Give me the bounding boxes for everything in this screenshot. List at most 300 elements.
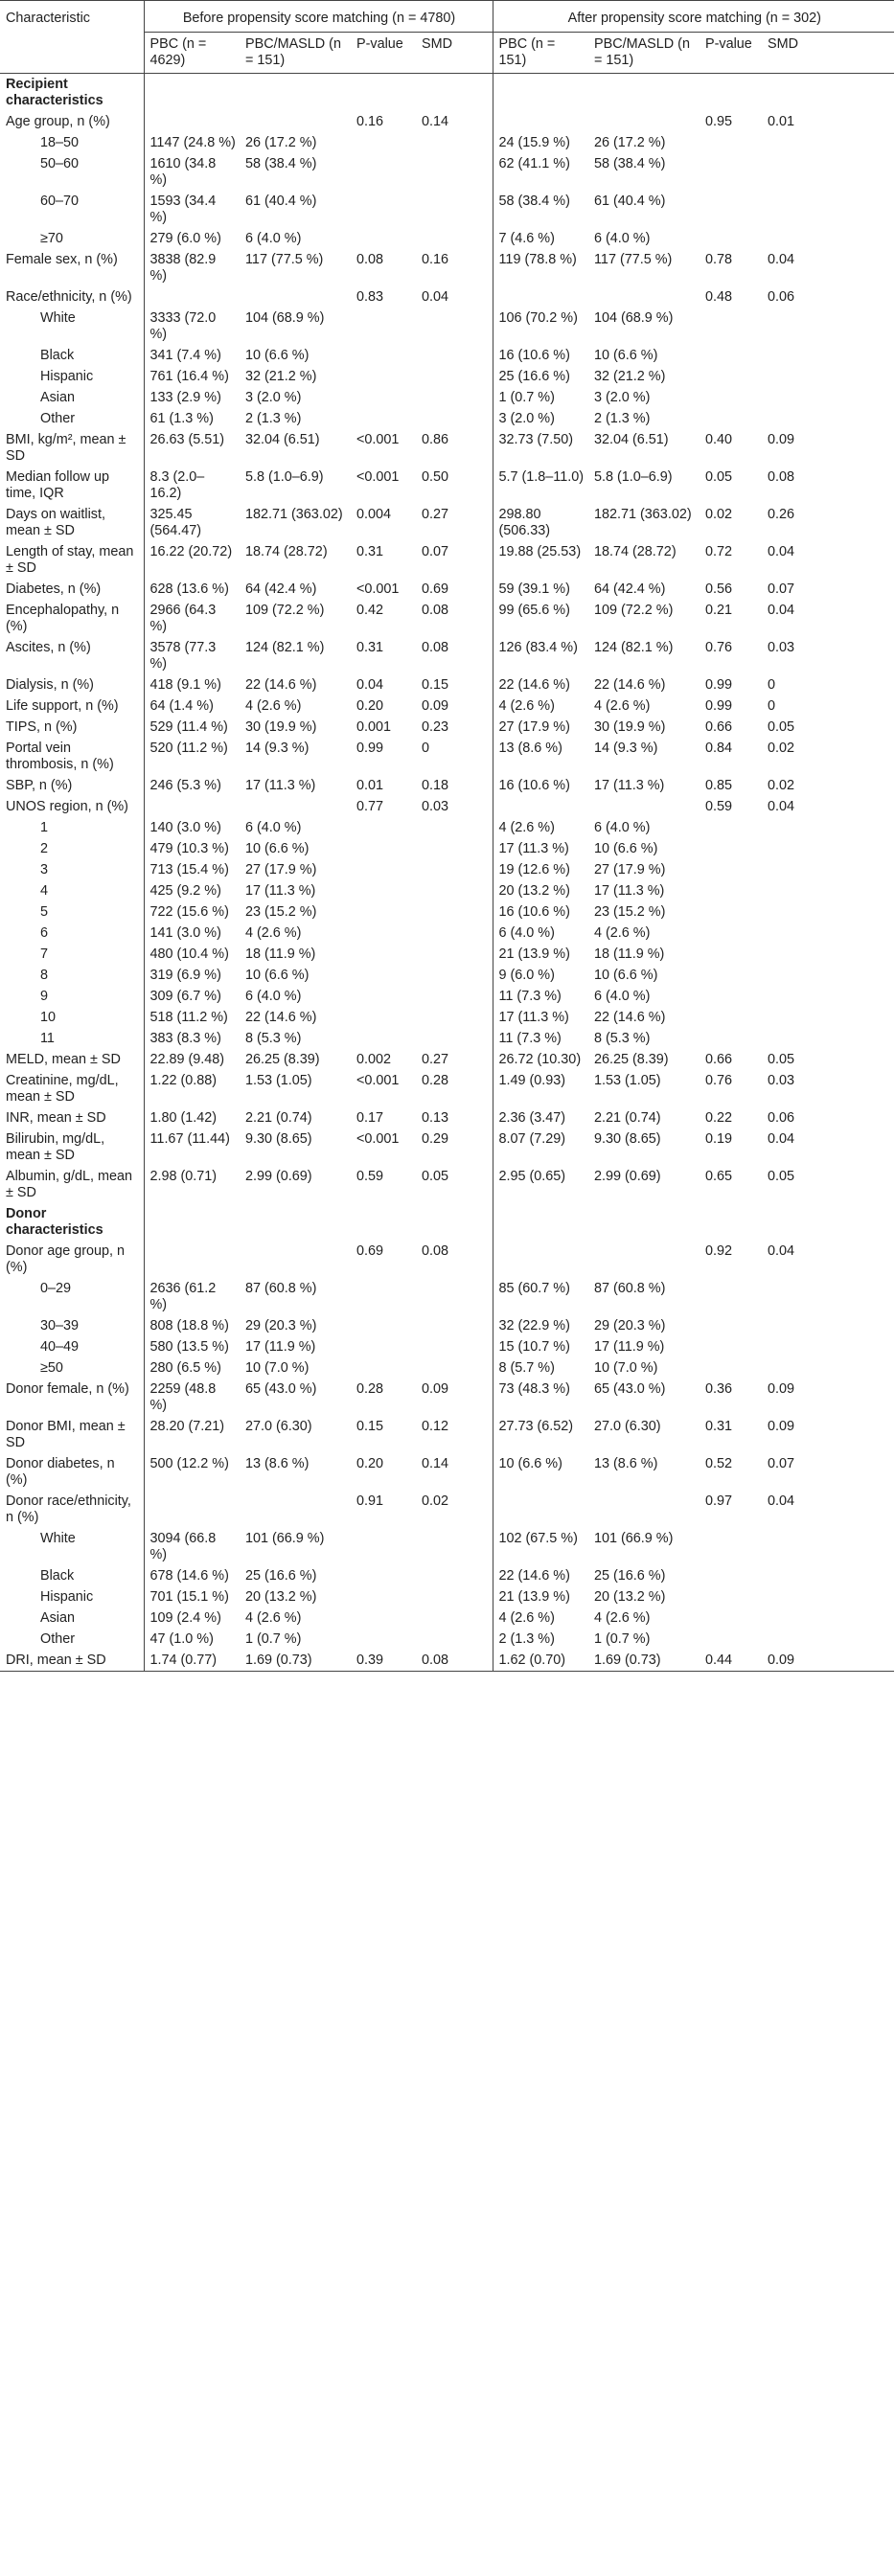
table-row bbox=[0, 901, 894, 923]
row-label: Length of stay, mean ± SD bbox=[0, 541, 144, 579]
table-cell bbox=[351, 859, 416, 880]
table-cell bbox=[416, 1203, 493, 1241]
table-cell: 18 (11.9 %) bbox=[594, 946, 665, 962]
table-cell: 2966 (64.3 %) bbox=[149, 603, 217, 634]
table-cell: 117 (77.5 %) bbox=[594, 252, 673, 267]
row-label: Life support, n (%) bbox=[0, 695, 144, 717]
table-cell bbox=[762, 1007, 894, 1028]
row-label: Bilirubin, mg/dL, mean ± SD bbox=[0, 1128, 144, 1166]
table-cell: 0.15 bbox=[416, 674, 493, 695]
table-row bbox=[0, 600, 894, 637]
table-cell: 10 (6.6 %) bbox=[245, 841, 310, 856]
table-row bbox=[0, 1586, 894, 1607]
table-cell bbox=[762, 1028, 894, 1049]
table-row bbox=[0, 637, 894, 674]
table-cell: 21 (13.9 %) bbox=[498, 946, 570, 962]
table-cell: 518 (11.2 %) bbox=[149, 1010, 228, 1025]
row-label: 60–70 bbox=[0, 191, 144, 228]
table-cell bbox=[700, 1336, 762, 1357]
table-cell bbox=[493, 74, 588, 112]
table-cell: 3838 (82.9 %) bbox=[149, 252, 217, 284]
table-cell: 3 (2.0 %) bbox=[498, 411, 555, 426]
table-cell: 11 (7.3 %) bbox=[498, 1031, 562, 1046]
table-cell bbox=[762, 132, 894, 153]
table-cell bbox=[351, 1315, 416, 1336]
table-cell: 15 (10.7 %) bbox=[498, 1339, 570, 1355]
table-cell: 8 (5.3 %) bbox=[594, 1031, 651, 1046]
row-label: Portal vein thrombosis, n (%) bbox=[0, 738, 144, 775]
table-cell bbox=[700, 880, 762, 901]
table-cell bbox=[240, 74, 351, 112]
table-cell: 18.74 (28.72) bbox=[594, 544, 677, 559]
table-cell: 61 (40.4 %) bbox=[245, 194, 317, 209]
table-cell bbox=[762, 366, 894, 387]
table-cell: 17 (11.3 %) bbox=[245, 778, 316, 793]
table-cell bbox=[762, 191, 894, 228]
table-cell bbox=[240, 1241, 351, 1278]
table-cell bbox=[700, 1586, 762, 1607]
table-row bbox=[0, 965, 894, 986]
row-label: Median follow up time, IQR bbox=[0, 467, 144, 504]
table-cell: 32.04 (6.51) bbox=[245, 432, 320, 447]
table-cell: 140 (3.0 %) bbox=[149, 820, 221, 835]
table-cell bbox=[351, 408, 416, 429]
table-cell: 246 (5.3 %) bbox=[149, 778, 221, 793]
table-cell bbox=[351, 965, 416, 986]
table-cell bbox=[493, 286, 588, 308]
table-cell: 109 (72.2 %) bbox=[245, 603, 325, 618]
table-cell: 29 (20.3 %) bbox=[245, 1318, 317, 1334]
table-cell: 0.27 bbox=[416, 1049, 493, 1070]
table-cell: 2.99 (0.69) bbox=[245, 1169, 312, 1184]
table-cell: 22.89 (9.48) bbox=[149, 1052, 225, 1067]
table-cell: 0.01 bbox=[768, 114, 795, 129]
table-cell bbox=[351, 1007, 416, 1028]
table-cell: 0.66 bbox=[705, 719, 733, 735]
table-cell: 9.30 (8.65) bbox=[245, 1131, 312, 1147]
table-cell: 6 (4.0 %) bbox=[245, 820, 302, 835]
table-cell: 2.95 (0.65) bbox=[498, 1169, 566, 1184]
table-cell: 0.39 bbox=[351, 1650, 416, 1672]
table-cell: 0.13 bbox=[416, 1107, 493, 1128]
table-cell bbox=[351, 1586, 416, 1607]
table-cell: 0.04 bbox=[768, 1243, 795, 1259]
table-row bbox=[0, 838, 894, 859]
table-cell: 2 (1.3 %) bbox=[498, 1631, 555, 1647]
table-cell: 2 (1.3 %) bbox=[245, 411, 302, 426]
table-cell: 0.02 bbox=[416, 1491, 493, 1528]
table-cell: 5.8 (1.0–6.9) bbox=[594, 469, 673, 485]
table-cell: 298.80 (506.33) bbox=[498, 507, 551, 538]
table-cell bbox=[762, 1528, 894, 1565]
table-cell: 8.3 (2.0–16.2) bbox=[149, 469, 205, 501]
table-cell bbox=[700, 366, 762, 387]
row-label: Black bbox=[0, 345, 144, 366]
table-cell bbox=[351, 1028, 416, 1049]
table-cell: 1.69 (0.73) bbox=[240, 1650, 351, 1672]
table-cell: 0.78 bbox=[705, 252, 733, 267]
table-cell: 0.48 bbox=[705, 289, 733, 305]
table-cell: 0.86 bbox=[416, 429, 493, 467]
table-cell: 47 (1.0 %) bbox=[149, 1631, 214, 1647]
table-row bbox=[0, 1049, 894, 1070]
table-cell: 20 (13.2 %) bbox=[498, 883, 570, 899]
table-row bbox=[0, 1278, 894, 1315]
table-cell: 1 (0.7 %) bbox=[498, 390, 555, 405]
table-row bbox=[0, 717, 894, 738]
table-cell: 25 (16.6 %) bbox=[594, 1568, 666, 1584]
table-row bbox=[0, 1315, 894, 1336]
table-cell bbox=[700, 74, 762, 112]
row-label: ≥50 bbox=[0, 1357, 144, 1379]
table-cell: 10 (6.6 %) bbox=[594, 841, 658, 856]
table-cell bbox=[416, 859, 493, 880]
table-cell: 22 (14.6 %) bbox=[594, 1010, 666, 1025]
row-label: Days on waitlist, mean ± SD bbox=[0, 504, 144, 541]
table-cell bbox=[700, 859, 762, 880]
table-cell: 0.07 bbox=[416, 541, 493, 579]
row-label: Creatinine, mg/dL, mean ± SD bbox=[0, 1070, 144, 1107]
table-cell: 1.22 (0.88) bbox=[149, 1073, 218, 1088]
table-cell: 0.12 bbox=[416, 1416, 493, 1453]
table-cell: 0.31 bbox=[705, 1419, 733, 1434]
table-cell: 0.05 bbox=[768, 1169, 795, 1184]
table-cell: 133 (2.9 %) bbox=[149, 390, 221, 405]
table-cell: 520 (11.2 %) bbox=[149, 741, 228, 756]
table-body bbox=[0, 74, 894, 1672]
table-cell: 73 (48.3 %) bbox=[498, 1381, 570, 1397]
table-cell bbox=[240, 1203, 351, 1241]
table-cell bbox=[762, 817, 894, 838]
row-label: INR, mean ± SD bbox=[0, 1107, 144, 1128]
table-cell: 0.14 bbox=[416, 1453, 493, 1491]
table-cell: 23 (15.2 %) bbox=[245, 904, 317, 920]
table-cell bbox=[700, 132, 762, 153]
table-cell bbox=[416, 308, 493, 345]
table-cell bbox=[700, 944, 762, 965]
table-cell: 30 (19.9 %) bbox=[245, 719, 317, 735]
table-cell: 10 (6.6 %) bbox=[245, 348, 310, 363]
table-cell bbox=[700, 408, 762, 429]
table-cell: 0.05 bbox=[416, 1166, 493, 1203]
table-cell: 23 (15.2 %) bbox=[594, 904, 666, 920]
table-cell: <0.001 bbox=[356, 432, 400, 447]
table-cell: 4 (2.6 %) bbox=[594, 1610, 651, 1626]
table-cell: 7 (4.6 %) bbox=[498, 231, 555, 246]
table-cell: 628 (13.6 %) bbox=[149, 581, 229, 597]
row-label: 5 bbox=[0, 901, 144, 923]
table-cell bbox=[588, 1241, 700, 1278]
table-cell: 1147 (24.8 %) bbox=[149, 135, 236, 150]
table-cell: 0.92 bbox=[705, 1243, 733, 1259]
table-cell: 30 (19.9 %) bbox=[594, 719, 666, 735]
table-cell: 0.99 bbox=[705, 677, 733, 693]
table-cell: 0.08 bbox=[356, 252, 384, 267]
table-cell: 25 (16.6 %) bbox=[245, 1568, 317, 1584]
table-cell bbox=[588, 796, 700, 817]
table-row bbox=[0, 944, 894, 965]
table-cell: 2259 (48.8 %) bbox=[149, 1381, 217, 1413]
table-cell bbox=[493, 1203, 588, 1241]
table-cell: 26 (17.2 %) bbox=[245, 135, 317, 150]
row-label: Other bbox=[0, 1629, 144, 1650]
table-cell: 24 (15.9 %) bbox=[498, 135, 570, 150]
table-cell: 1.69 (0.73) bbox=[588, 1650, 700, 1672]
table-cell: 383 (8.3 %) bbox=[149, 1031, 221, 1046]
table-cell bbox=[762, 1586, 894, 1607]
row-label: 3 bbox=[0, 859, 144, 880]
table-cell bbox=[762, 1278, 894, 1315]
table-cell: 0.05 bbox=[705, 469, 733, 485]
table-cell: 126 (83.4 %) bbox=[498, 640, 578, 655]
table-cell bbox=[351, 986, 416, 1007]
table-cell: 22 (14.6 %) bbox=[498, 1568, 570, 1584]
table-cell: 26.72 (10.30) bbox=[498, 1052, 582, 1067]
table-row bbox=[0, 228, 894, 249]
table-cell bbox=[762, 1629, 894, 1650]
table-row bbox=[0, 1007, 894, 1028]
table-cell: 761 (16.4 %) bbox=[149, 369, 229, 384]
table-cell bbox=[144, 796, 240, 817]
row-label: BMI, kg/m², mean ± SD bbox=[0, 429, 144, 467]
table-cell bbox=[700, 1565, 762, 1586]
table-cell bbox=[588, 74, 700, 112]
table-cell: 1.49 (0.93) bbox=[498, 1073, 566, 1088]
table-cell: 85 (60.7 %) bbox=[498, 1281, 570, 1296]
table-cell: 0.02 bbox=[768, 778, 795, 793]
table-cell: 1.62 (0.70) bbox=[493, 1650, 588, 1672]
table-cell bbox=[700, 1528, 762, 1565]
table-cell: 87 (60.8 %) bbox=[245, 1281, 317, 1296]
table-cell bbox=[493, 796, 588, 817]
table-cell: 5.8 (1.0–6.9) bbox=[245, 469, 324, 485]
table-cell bbox=[351, 1629, 416, 1650]
table-cell: 808 (18.8 %) bbox=[149, 1318, 229, 1334]
table-row bbox=[0, 1166, 894, 1203]
table-cell: 0 bbox=[416, 738, 493, 775]
table-cell: 141 (3.0 %) bbox=[149, 925, 221, 941]
table-cell: 0.03 bbox=[768, 640, 795, 655]
row-label: MELD, mean ± SD bbox=[0, 1049, 144, 1070]
table-cell bbox=[416, 153, 493, 191]
table-cell: 102 (67.5 %) bbox=[498, 1531, 578, 1546]
table-cell bbox=[351, 387, 416, 408]
table-cell: 0.004 bbox=[356, 507, 392, 522]
table-cell bbox=[700, 1357, 762, 1379]
table-cell: 0.03 bbox=[416, 796, 493, 817]
table-cell: 0.76 bbox=[705, 1073, 733, 1088]
table-cell: 0.83 bbox=[356, 289, 384, 305]
table-cell: 22 (14.6 %) bbox=[245, 677, 317, 693]
table-row bbox=[0, 817, 894, 838]
table-cell bbox=[240, 1491, 351, 1528]
row-label: Donor female, n (%) bbox=[0, 1379, 144, 1416]
table-cell: 0.04 bbox=[356, 677, 384, 693]
table-row bbox=[0, 775, 894, 796]
table-cell bbox=[493, 111, 588, 132]
table-cell: 6 (4.0 %) bbox=[498, 925, 555, 941]
table-cell bbox=[762, 1357, 894, 1379]
table-cell: 21 (13.9 %) bbox=[498, 1589, 570, 1605]
table-cell: 2.36 (3.47) bbox=[498, 1110, 566, 1126]
table-cell bbox=[240, 796, 351, 817]
table-cell bbox=[240, 286, 351, 308]
table-cell: 0.16 bbox=[416, 249, 493, 286]
table-cell: 1593 (34.4 %) bbox=[149, 194, 217, 225]
row-label: Ascites, n (%) bbox=[0, 637, 144, 674]
table-cell: 117 (77.5 %) bbox=[245, 252, 324, 267]
table-cell bbox=[588, 286, 700, 308]
table-cell: 500 (12.2 %) bbox=[149, 1456, 229, 1471]
table-cell: 65 (43.0 %) bbox=[245, 1381, 317, 1397]
table-cell: 1.74 (0.77) bbox=[144, 1650, 240, 1672]
table-cell: 99 (65.6 %) bbox=[498, 603, 570, 618]
section-label: Recipient characteristics bbox=[0, 74, 144, 112]
table-cell: 0.19 bbox=[705, 1131, 733, 1147]
table-cell: 0.08 bbox=[768, 469, 795, 485]
table-cell: 101 (66.9 %) bbox=[594, 1531, 674, 1546]
table-cell bbox=[416, 387, 493, 408]
table-cell: 2 (1.3 %) bbox=[594, 411, 651, 426]
table-cell: 27 (17.9 %) bbox=[594, 862, 666, 878]
group-header-before: Before propensity score matching (n = 4780) bbox=[144, 1, 493, 33]
table-cell bbox=[144, 286, 240, 308]
table-cell: 1 (0.7 %) bbox=[245, 1631, 302, 1647]
table-cell: <0.001 bbox=[356, 469, 400, 485]
table-cell bbox=[351, 1528, 416, 1565]
table-cell: 0.20 bbox=[356, 698, 384, 714]
col-header: PBC/MASLD (n = 151) bbox=[240, 33, 351, 74]
row-label: Albumin, g/dL, mean ± SD bbox=[0, 1166, 144, 1203]
table-cell bbox=[351, 923, 416, 944]
table-cell bbox=[493, 1491, 588, 1528]
table-cell: 580 (13.5 %) bbox=[149, 1339, 229, 1355]
table-cell: 58 (38.4 %) bbox=[594, 156, 666, 171]
table-cell bbox=[762, 923, 894, 944]
table-cell bbox=[351, 1336, 416, 1357]
table-cell bbox=[416, 1586, 493, 1607]
table-cell bbox=[351, 345, 416, 366]
table-row bbox=[0, 1453, 894, 1491]
row-label: Hispanic bbox=[0, 1586, 144, 1607]
table-cell bbox=[351, 74, 416, 112]
table-cell: 26.25 (8.39) bbox=[245, 1052, 320, 1067]
table-cell bbox=[416, 74, 493, 112]
table-cell: 0.06 bbox=[768, 1110, 795, 1126]
table-cell bbox=[700, 986, 762, 1007]
table-cell: 4 (2.6 %) bbox=[245, 1610, 302, 1626]
row-label: 40–49 bbox=[0, 1336, 144, 1357]
table-cell: 0.09 bbox=[768, 1419, 795, 1434]
table-cell: 279 (6.0 %) bbox=[149, 231, 221, 246]
table-cell: 678 (14.6 %) bbox=[149, 1568, 229, 1584]
table-row bbox=[0, 738, 894, 775]
table-cell bbox=[588, 1491, 700, 1528]
table-cell: 0.27 bbox=[416, 504, 493, 541]
table-cell bbox=[700, 1007, 762, 1028]
table-cell: 0.26 bbox=[768, 507, 795, 522]
row-label: Encephalopathy, n (%) bbox=[0, 600, 144, 637]
table-cell bbox=[416, 838, 493, 859]
table-row bbox=[0, 541, 894, 579]
table-cell: 18 (11.9 %) bbox=[245, 946, 316, 962]
table-cell: 319 (6.9 %) bbox=[149, 968, 221, 983]
table-row bbox=[0, 796, 894, 817]
table-row bbox=[0, 1241, 894, 1278]
table-cell bbox=[416, 366, 493, 387]
row-label: 7 bbox=[0, 944, 144, 965]
table-cell: 61 (40.4 %) bbox=[594, 194, 666, 209]
section-row bbox=[0, 1203, 894, 1241]
row-label: Donor race/ethnicity, n (%) bbox=[0, 1491, 144, 1528]
table-row bbox=[0, 249, 894, 286]
table-row bbox=[0, 504, 894, 541]
table-cell bbox=[700, 965, 762, 986]
table-cell: 22 (14.6 %) bbox=[594, 677, 666, 693]
table-row bbox=[0, 880, 894, 901]
table-cell: 32 (21.2 %) bbox=[245, 369, 317, 384]
table-cell: 11 (7.3 %) bbox=[498, 989, 562, 1004]
table-cell: 0.59 bbox=[705, 799, 733, 814]
table-cell: <0.001 bbox=[356, 581, 400, 597]
table-cell: 425 (9.2 %) bbox=[149, 883, 221, 899]
table-row bbox=[0, 695, 894, 717]
row-label: Dialysis, n (%) bbox=[0, 674, 144, 695]
table-row bbox=[0, 1357, 894, 1379]
table-cell bbox=[762, 228, 894, 249]
table-cell: 20 (13.2 %) bbox=[245, 1589, 317, 1605]
table-cell: 0.76 bbox=[705, 640, 733, 655]
table-row bbox=[0, 674, 894, 695]
table-cell: 119 (78.8 %) bbox=[498, 252, 577, 267]
row-label: DRI, mean ± SD bbox=[0, 1650, 144, 1672]
table-cell: 3 (2.0 %) bbox=[245, 390, 302, 405]
table-cell: 27.0 (6.30) bbox=[245, 1419, 312, 1434]
table-cell: 0.20 bbox=[356, 1456, 384, 1471]
table-row bbox=[0, 345, 894, 366]
row-label: Asian bbox=[0, 387, 144, 408]
table-cell: 0.08 bbox=[416, 1650, 493, 1672]
row-label: 1 bbox=[0, 817, 144, 838]
table-cell: 0.16 bbox=[356, 114, 384, 129]
row-label: TIPS, n (%) bbox=[0, 717, 144, 738]
row-label: 2 bbox=[0, 838, 144, 859]
table-cell bbox=[144, 1241, 240, 1278]
table-cell bbox=[416, 1357, 493, 1379]
table-cell: 10 (6.6 %) bbox=[594, 348, 658, 363]
table-cell bbox=[762, 838, 894, 859]
row-label: Black bbox=[0, 1565, 144, 1586]
table-cell bbox=[762, 74, 894, 112]
table-cell: 0.05 bbox=[768, 719, 795, 735]
table-cell: 418 (9.1 %) bbox=[149, 677, 221, 693]
table-cell: 0.04 bbox=[416, 286, 493, 308]
table-cell: 64 (42.4 %) bbox=[245, 581, 317, 597]
table-cell bbox=[700, 901, 762, 923]
row-label: Race/ethnicity, n (%) bbox=[0, 286, 144, 308]
table-cell: 2.98 (0.71) bbox=[149, 1169, 218, 1184]
table-cell bbox=[762, 1315, 894, 1336]
row-label: 0–29 bbox=[0, 1278, 144, 1315]
table-cell bbox=[351, 191, 416, 228]
table-cell: 17 (11.3 %) bbox=[498, 841, 569, 856]
table-cell: 6 (4.0 %) bbox=[594, 820, 651, 835]
table-cell bbox=[351, 1203, 416, 1241]
row-label: Age group, n (%) bbox=[0, 111, 144, 132]
table-cell: 6 (4.0 %) bbox=[594, 231, 651, 246]
table-row bbox=[0, 191, 894, 228]
table-cell: 0.91 bbox=[356, 1493, 384, 1509]
